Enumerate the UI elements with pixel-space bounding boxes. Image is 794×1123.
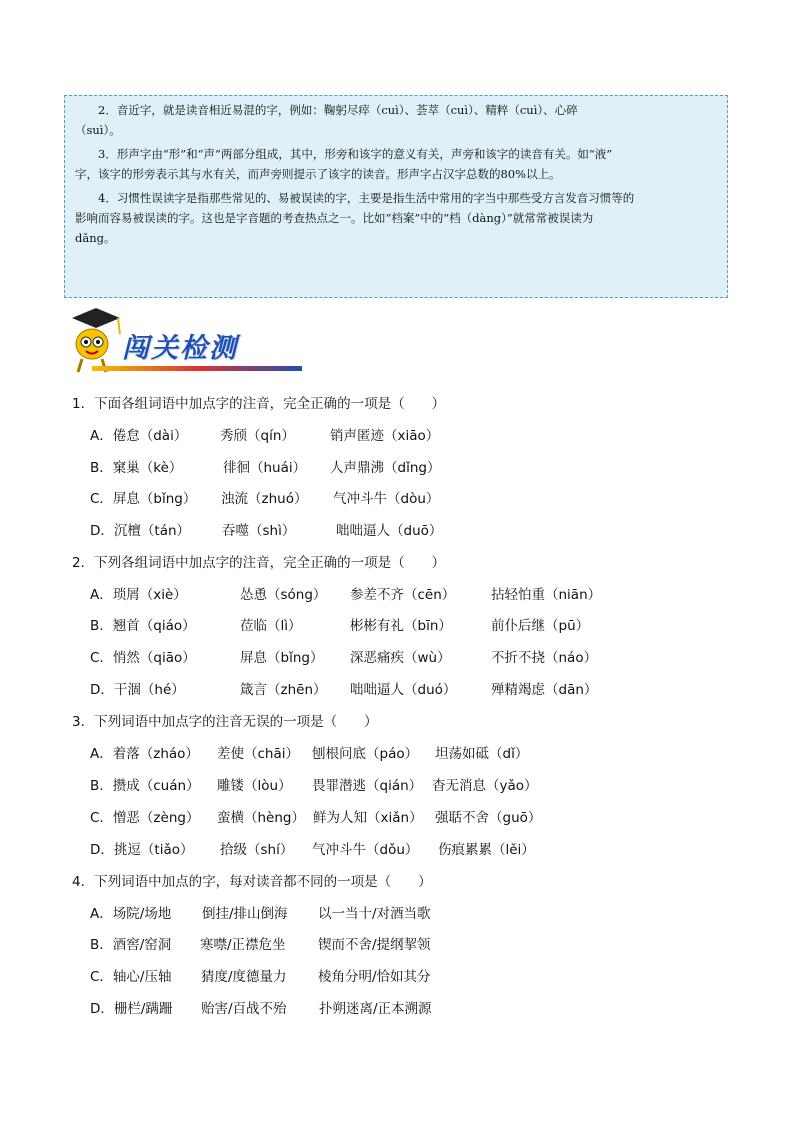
option-item: 强聒不舍（guō） xyxy=(435,810,542,826)
option-item: B．翘首（qiáo） xyxy=(90,618,196,634)
option-item: 屏息（bǐng） xyxy=(240,650,324,666)
option-item: 倒挂/排山倒海 xyxy=(202,906,288,922)
option-item: 拾级（shí） xyxy=(220,842,294,858)
option-item: C．憎恶（zèng） xyxy=(90,810,200,826)
question-stem: 3．下列词语中加点字的注音无误的一项是（ ） xyxy=(72,714,378,730)
note-line: 2．音近字，就是读音相近易混的字，例如：鞠躬尽瘁（cuì）、荟萃（cuì）、精粹（cuì）、心碎 xyxy=(98,103,578,117)
option-item: 鲜为人知（xiǎn） xyxy=(313,810,423,826)
option-item: 雕镂（lòu） xyxy=(217,778,292,794)
title-underline-bar xyxy=(92,366,302,371)
option-item: 刨根问底（páo） xyxy=(312,746,419,762)
option-item: 扑朔迷离/正本溯源 xyxy=(319,1001,432,1017)
option-item: 锲而不舍/提纲挈领 xyxy=(318,937,431,953)
option-item: A．场院/场地 xyxy=(90,906,172,922)
option-item: 以一当十/对酒当歌 xyxy=(318,906,431,922)
option-item: 浊流（zhuó） xyxy=(221,491,308,507)
option-item: 彬彬有礼（bīn） xyxy=(350,618,452,634)
option-item: 棱角分明/恰如其分 xyxy=(318,969,431,985)
option-item: 深恶痛疾（wù） xyxy=(350,650,451,666)
mascot-doctor-cap-icon xyxy=(62,304,126,374)
option-item: 寒噤/正襟危坐 xyxy=(200,937,286,953)
option-item: B．窠巢（kè） xyxy=(90,460,183,476)
note-line: 影响而容易被误读的字。这也是字音题的考查热点之一。比如“档案”中的“档（dàng）”就常常被误读为 xyxy=(75,211,594,225)
option-item: 猜度/度德量力 xyxy=(201,969,287,985)
option-item: 气冲斗牛（dòu） xyxy=(333,491,440,507)
option-item: 伤痕累累（lěi） xyxy=(438,842,535,858)
option-item: 秀颀（qín） xyxy=(220,428,295,444)
section-title: 闯关检测 xyxy=(122,333,238,364)
question-stem: 4．下列词语中加点的字，每对读音都不同的一项是（ ） xyxy=(72,874,432,890)
section-banner xyxy=(62,304,302,376)
option-item: 咄咄逼人（duó） xyxy=(350,682,457,698)
option-item: 蛮横（hèng） xyxy=(217,810,305,826)
option-item: 贻害/百战不殆 xyxy=(201,1001,287,1017)
option-item: B．酒窖/窑洞 xyxy=(90,937,172,953)
option-item: 箴言（zhēn） xyxy=(240,682,327,698)
option-item: D．栅栏/蹒跚 xyxy=(90,1001,173,1017)
option-item: C．轴心/压轴 xyxy=(90,969,172,985)
option-item: C．屏息（bǐng） xyxy=(90,491,197,507)
note-line: dǎng。 xyxy=(75,231,116,245)
option-item: 吞噬（shì） xyxy=(222,523,296,539)
note-line: 4．习惯性误读字是指那些常见的、易被误读的字，主要是指生活中常用的字当中那些受方言发音习惯等的 xyxy=(98,191,635,205)
option-item: 莅临（lì） xyxy=(240,618,302,634)
option-item: 拈轻怕重（niān） xyxy=(491,587,602,603)
option-item: A．着落（zháo） xyxy=(90,746,199,762)
option-item: 怂恿（sóng） xyxy=(240,587,327,603)
option-item: 殚精竭虑（dān） xyxy=(491,682,598,698)
option-item: 销声匿迹（xiāo） xyxy=(330,428,440,444)
option-item: 气冲斗牛（dǒu） xyxy=(312,842,419,858)
question-stem: 2．下列各组词语中加点字的注音，完全正确的一项是（ ） xyxy=(72,555,446,571)
option-item: 畏罪潜逃（qián） xyxy=(312,778,423,794)
option-item: A．琐屑（xiè） xyxy=(90,587,187,603)
note-line: 3．形声字由“形”和“声”两部分组成，其中，形旁和该字的意义有关，声旁和该字的读音有关。如“液” xyxy=(98,147,613,161)
option-item: D．沉檀（tán） xyxy=(90,523,191,539)
option-item: D．干涸（hé） xyxy=(90,682,185,698)
option-item: 参差不齐（cēn） xyxy=(350,587,456,603)
option-item: 前仆后继（pū） xyxy=(491,618,590,634)
option-item: 杳无消息（yǎo） xyxy=(432,778,538,794)
note-line: 字，该字的形旁表示其与水有关，而声旁则提示了该字的读音。形声字占汉字总数的80%以上。 xyxy=(75,167,561,181)
note-line: （suì）。 xyxy=(75,123,121,137)
option-item: C．悄然（qiāo） xyxy=(90,650,196,666)
option-item: D．挑逗（tiǎo） xyxy=(90,842,194,858)
option-item: 徘徊（huái） xyxy=(223,460,307,476)
option-item: 差使（chāi） xyxy=(217,746,300,762)
option-item: A．倦怠（dài） xyxy=(90,428,188,444)
option-item: B．攒成（cuán） xyxy=(90,778,200,794)
option-item: 咄咄逼人（duō） xyxy=(336,523,443,539)
option-item: 坦荡如砥（dǐ） xyxy=(435,746,529,762)
option-item: 人声鼎沸（dǐng） xyxy=(330,460,441,476)
knowledge-note-box xyxy=(64,95,728,298)
question-stem: 1．下面各组词语中加点字的注音，完全正确的一项是（ ） xyxy=(72,396,446,412)
option-item: 不折不挠（náo） xyxy=(491,650,598,666)
